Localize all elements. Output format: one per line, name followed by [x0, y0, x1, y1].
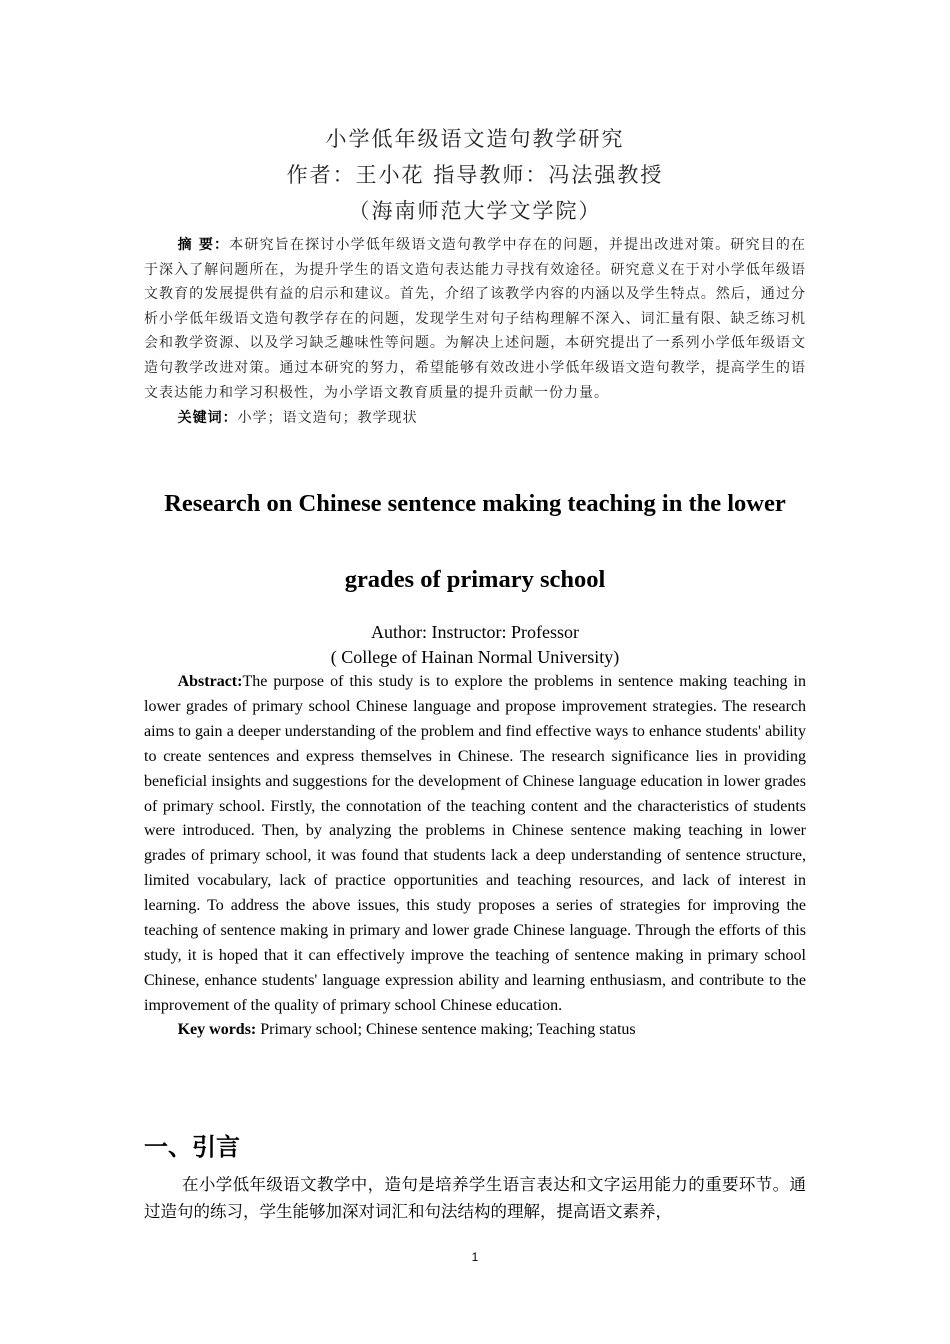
- english-abstract-label: Abstract:: [177, 673, 243, 690]
- chinese-abstract-label: 摘 要：: [177, 237, 230, 253]
- section-heading: 一、引言: [144, 1133, 240, 1161]
- chinese-keywords-label: 关键词：: [177, 410, 238, 427]
- chinese-affiliation: （海南师范大学文学院）: [348, 199, 602, 223]
- page-number: 1: [471, 1250, 479, 1264]
- english-keywords-label: Key words:: [177, 1020, 257, 1038]
- english-authors: Author: Instructor: Professor: [371, 622, 579, 642]
- section-introduction: [144, 1127, 806, 1225]
- english-title-line-2: grades of primary school: [344, 566, 606, 593]
- chinese-abstract: [144, 233, 806, 405]
- chinese-keywords: [144, 407, 806, 427]
- english-affiliation: ( College of Hainan Normal University): [330, 647, 620, 667]
- english-abstract-block: [144, 670, 806, 1039]
- english-keywords: [144, 1021, 806, 1039]
- chinese-title: 小学低年级语文造句教学研究: [325, 127, 625, 151]
- english-abstract-text: The purpose of this study is to explore the problems in sentence making teaching in lower grades of primary school Chinese language and propose improvement strategies. The research aims to gain a deeper understanding of the problem and find effective ways to enhance students' ability to create sentences and express themselves in Chinese. The research significance lies in providing beneficial insights and suggestions for the development of Chinese language education in lower grades of primary school. Firstly, the connotation of the teaching content and the characteristics of students were introduced. Then, by analyzing the problems in Chinese sentence making teaching in lower grades of primary school, it was found that students lack a deep understanding of sentence structure, limited vocabulary, lack of practice opportunities and teaching resources, and lack of interest in learning. To address the above issues, this study proposes a series of strategies for improving the teaching of sentence making in primary and lower grade Chinese language. Through the efforts of this study, it is hoped that it can effectively improve the teaching of sentence making in primary school Chinese, enhance students' language expression ability and learning enthusiasm, and contribute to the improvement of the quality of primary school Chinese education.: [144, 673, 806, 1014]
- chinese-keywords-text: 小学；语文造句；教学现状: [237, 410, 418, 427]
- chinese-abstract-text: 本研究旨在探讨小学低年级语文造句教学中存在的问题，并提出改进对策。研究目的在于深入了解问题所在，为提升学生的语文造句表达能力寻找有效途径。研究意义在于对小学低年级语文教育的发展提供有益的启示和建议。首先，介绍了该教学内容的内涵以及学生特点。然后，通过分析小学低年级语文造句教学存在的问题，发现学生对句子结构理解不深入、词汇量有限、缺乏练习机会和教学资源、以及学习缺乏趣味性等问题。为解决上述问题，本研究提出了一系列小学低年级语文造句教学改进对策。通过本研究的努力，希望能够有效改进小学低年级语文造句教学，提高学生的语文表达能力和学习积极性，为小学语文教育质量的提升贡献一份力量。: [144, 237, 806, 401]
- english-abstract: [144, 670, 806, 1019]
- english-keywords-text: Primary school; Chinese sentence making; Teaching status: [256, 1020, 636, 1038]
- section-body-text: 在小学低年级语文教学中，造句是培养学生语言表达和文字运用能力的重要环节。通过造句的练习，学生能够加深对词汇和句法结构的理解，提高语文素养，: [144, 1175, 806, 1221]
- english-title-line-1: Research on Chinese sentence making teaching in the lower: [164, 490, 786, 517]
- chinese-abstract-block: [144, 233, 806, 427]
- chinese-authors: 作者：王小花 指导教师：冯法强教授: [286, 163, 664, 187]
